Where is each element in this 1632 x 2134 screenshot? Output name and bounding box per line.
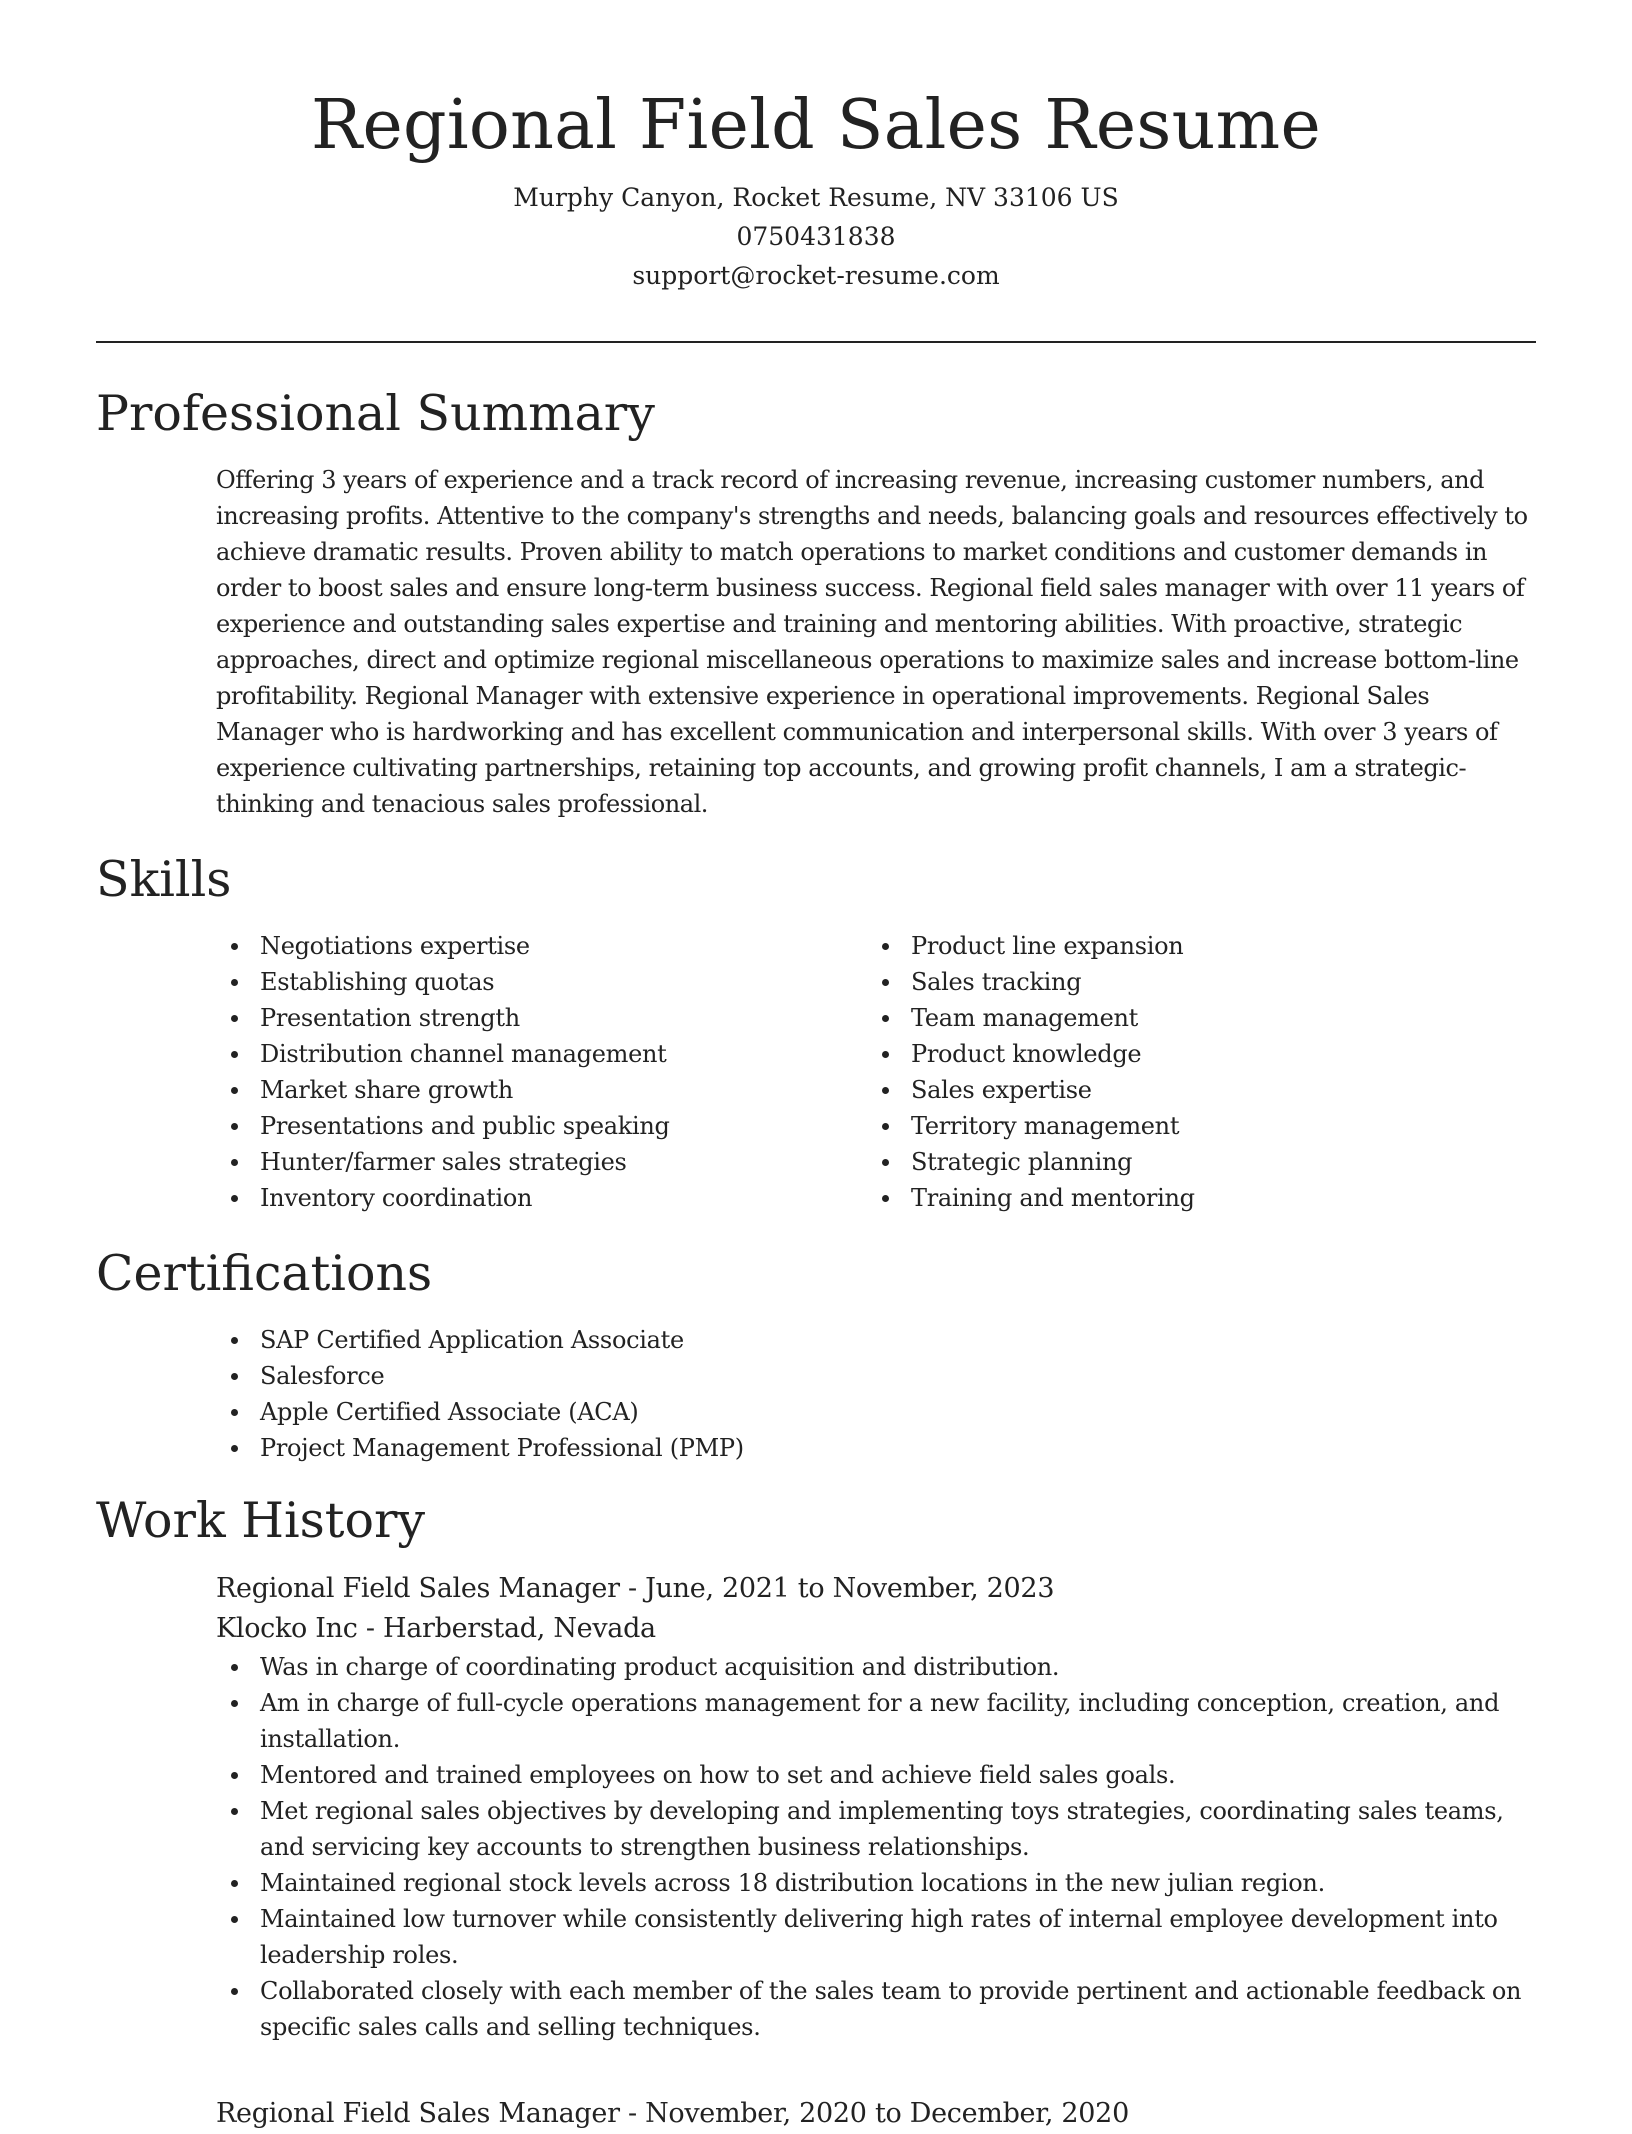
summary-heading: Professional Summary [96,385,655,442]
job-duty-item: Was in charge of coordinating product acquisition and distribution. [216,1649,1538,1685]
skills-heading: Skills [96,851,232,908]
job-company-line: Klocko Inc - Harberstad, Nevada [216,1613,656,1644]
skill-item: Strategic planning [867,1144,1507,1180]
skills-list-2 [867,928,1507,1216]
certifications-list [216,1322,1116,1466]
skill-item: Product knowledge [867,1036,1507,1072]
skills-column-1 [216,928,856,1216]
skill-item: Sales tracking [867,964,1507,1000]
job-duty-item: Collaborated closely with each member of the sales team to provide pertinent and actionable feedback on specific sales calls and selling techniques. [216,1973,1538,2045]
skill-item: Territory management [867,1108,1507,1144]
certification-item: SAP Certified Application Associate [216,1322,1116,1358]
job-duties-list [216,1649,1538,2045]
job-duty-item: Mentored and trained employees on how to set and achieve field sales goals. [216,1757,1538,1793]
job-title-line: Regional Field Sales Manager - June, 2021 to November, 2023 [216,1573,1055,1604]
contact-info [0,178,1632,295]
job-entry [216,2094,1538,2134]
job-entry [216,1569,1538,2045]
job-duty-item: Maintained regional stock levels across 18 distribution locations in the new julian region. [216,1865,1538,1901]
skill-item: Distribution channel management [216,1036,856,1072]
skill-item: Inventory coordination [216,1180,856,1216]
work-history-heading: Work History [96,1492,426,1549]
skill-item: Negotiations expertise [216,928,856,964]
address-text: Murphy Canyon, Rocket Resume, NV 33106 US [513,183,1119,212]
email-text: support@rocket-resume.com [632,261,1000,290]
certifications-heading: Certifications [96,1245,433,1302]
job-duty-item: Maintained low turnover while consistently delivering high rates of internal employee development into leadership roles. [216,1901,1538,1973]
certification-item: Salesforce [216,1358,1116,1394]
job-duty-item: Am in charge of full-cycle operations management for a new facility, including conception, creation, and installation. [216,1685,1538,1757]
skill-item: Team management [867,1000,1507,1036]
skill-item: Establishing quotas [216,964,856,1000]
skill-item: Training and mentoring [867,1180,1507,1216]
skill-item: Presentations and public speaking [216,1108,856,1144]
skill-item: Presentation strength [216,1000,856,1036]
job-duty-item: Met regional sales objectives by developing and implementing toys strategies, coordinating sales teams, and servicing key accounts to strengthen business relationships. [216,1793,1538,1865]
summary-text: Offering 3 years of experience and a track record of increasing revenue, increasing customer numbers, and increasing profits. Attentive to the company's strengths and needs, balancing goals and resources effectively to achieve dramatic results. Proven ability to match operations to market conditions and customer demands in order to boost sales and ensure long-term business success. Regional field sales manager with over 11 years of experience and outstanding sales expertise and training and mentoring abilities. With proactive, strategic approaches, direct and optimize regional miscellaneous operations to maximize sales and increase bottom-line profitability. Regional Manager with extensive experience in operational improvements. Regional Sales Manager who is hardworking and has excellent communication and interpersonal skills. With over 3 years of experience cultivating partnerships, retaining top accounts, and growing profit channels, I am a strategic-thinking and tenacious sales professional. [216,466,1528,818]
skill-item: Sales expertise [867,1072,1507,1108]
certification-item: Apple Certified Associate (ACA) [216,1394,1116,1430]
certification-item: Project Management Professional (PMP) [216,1430,1116,1466]
resume-title: Regional Field Sales Resume [310,86,1321,165]
skill-item: Hunter/farmer sales strategies [216,1144,856,1180]
skills-column-2 [867,928,1507,1216]
skill-item: Market share growth [216,1072,856,1108]
resume-header [0,0,1632,295]
skill-item: Product line expansion [867,928,1507,964]
certifications-block [216,1322,1116,1466]
job-title-line: Regional Field Sales Manager - November, 2020 to December, 2020 [216,2098,1129,2129]
skills-list-1 [216,928,856,1216]
phone-text: 0750431838 [736,222,896,251]
header-divider [96,341,1536,343]
